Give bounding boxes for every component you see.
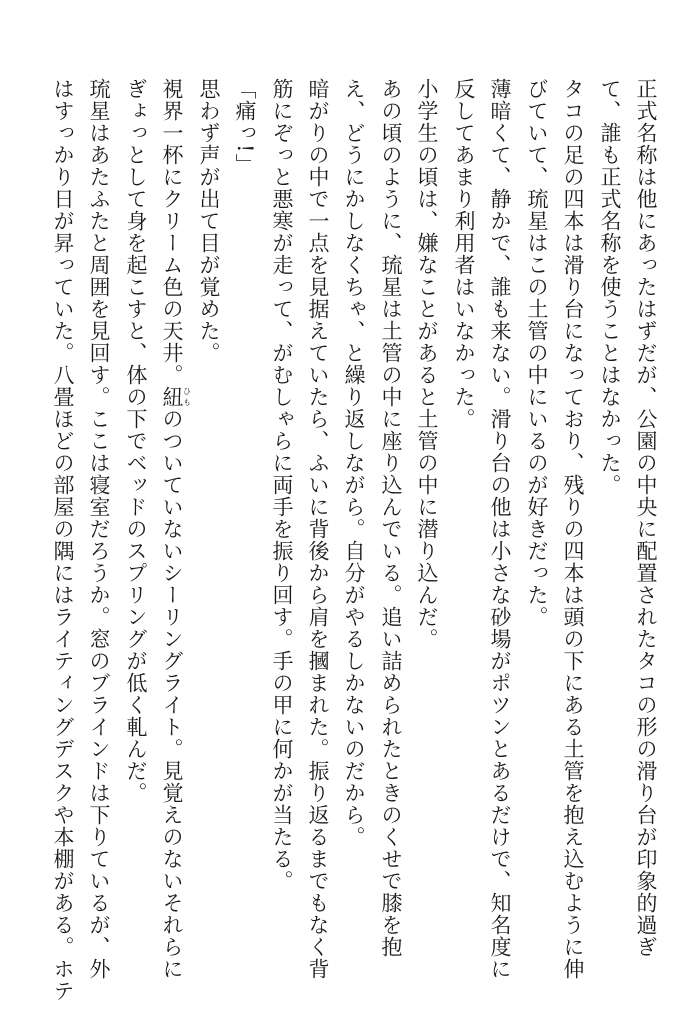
ruby-reading: ひも — [182, 386, 192, 408]
text-line-6: 反してあまり利用者はいなかった。 — [452, 78, 476, 430]
text-line-10: 暗がりの中で一点を見据えていたら、ふいに背後から肩を摑まれた。振り返るまでもなく背 — [306, 78, 330, 980]
text-line-2: て、誰も正式名称を使うことはなかった。 — [598, 78, 622, 496]
text-line-15: ぎょっとして身を起こすと、体の下でベッドのスプリングが低く軋んだ。 — [124, 78, 148, 804]
text-line-14: 視界一杯にクリーム色の天井。紐ひものついていないシーリングライト。見覚えのないそれらに — [160, 78, 192, 980]
text-line-17: はすっかり日が昇っていた。八畳ほどの部屋の隅にはライティングデスクや本棚がある。ホテ — [51, 78, 75, 1002]
text-line-7: 小学生の頃は、嫌なことがあると土管の中に潜り込んだ。 — [415, 78, 439, 650]
text-line-12: 「痛っ!」 — [233, 78, 257, 176]
text-line-13: 思わず声が出て目が覚めた。 — [197, 78, 221, 364]
text-line-3: タコの足の四本は滑り台になっており、残りの四本は頭の下にある土管を抱え込むように伸 — [561, 78, 585, 980]
text-line-8: あの頃のように、琉星は土管の中に座り込んでいる。追い詰められたときのくせで膝を抱 — [379, 78, 403, 958]
text-line-16: 琉星はあたふたと周囲を見回す。ここは寝室だろうか。窓のブラインドは下りているが、外 — [87, 78, 111, 980]
text-line-11: 筋にぞっと悪寒が走って、がむしゃらに両手を振り回す。手の甲に何かが当たる。 — [270, 78, 294, 892]
text-line-9: え、どうにかしなくちゃ、と繰り返しながら。自分がやるしかないのだから。 — [342, 78, 366, 848]
ruby-word: 紐ひも — [160, 386, 192, 408]
text-line-1: 正式名称は他にあったはずだが、公園の中央に配置されたタコの形の滑り台が印象的過ぎ — [634, 78, 658, 958]
text-line-5: 薄暗くて、静かで、誰も来ない。滑り台の他は小さな砂場がポツンとあるだけで、知名度に — [488, 78, 512, 980]
text-line-4: びていて、琉星はこの土管の中にいるのが好きだった。 — [525, 78, 549, 628]
